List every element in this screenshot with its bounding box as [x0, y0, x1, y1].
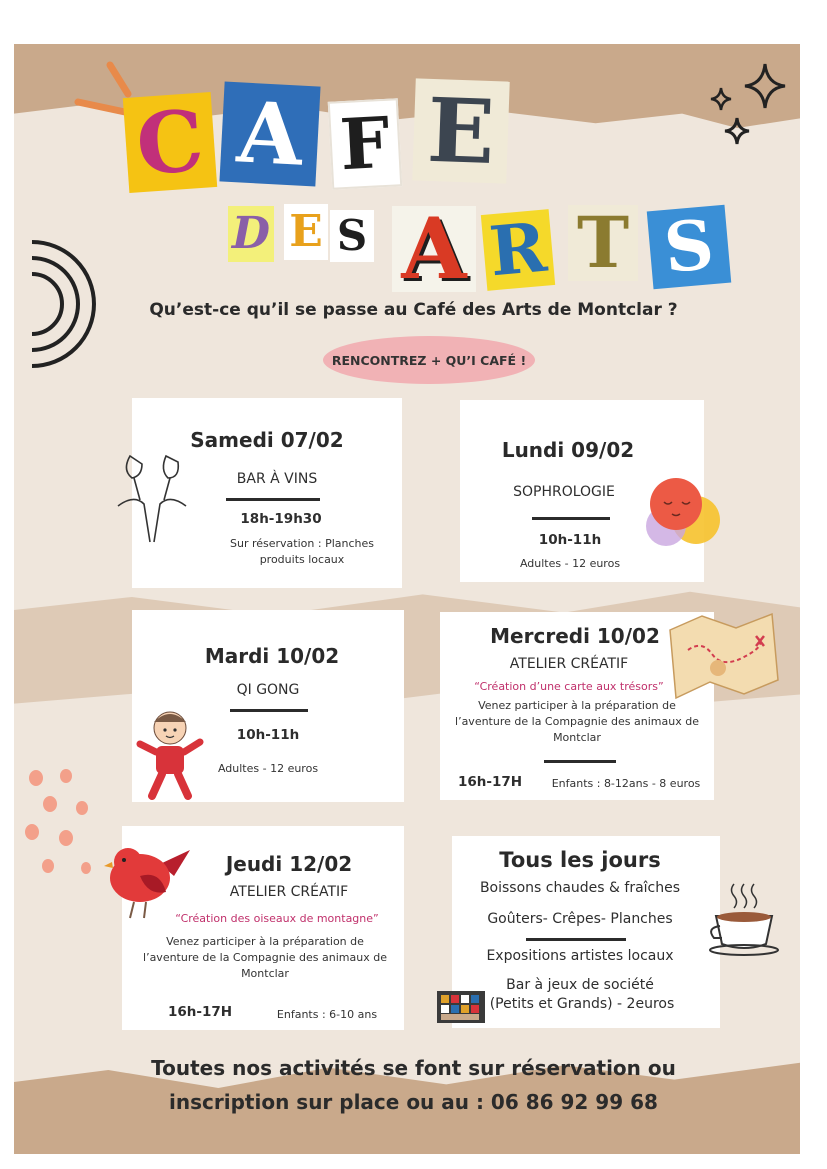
- event-description: [442, 698, 712, 746]
- event-activity: BAR À VINS: [236, 471, 318, 487]
- sophrology-bubbles-icon: [636, 474, 728, 550]
- event-day: Mardi 10/02: [204, 644, 340, 668]
- event-note: Adultes - 12 euros: [217, 762, 319, 775]
- event-info-line: Goûters- Crêpes- Planches: [487, 911, 673, 927]
- event-quote: “Création d’une carte aux trésors”: [474, 680, 664, 693]
- event-description-line: Montclar: [553, 730, 601, 744]
- page-subtitle: Qu’est-ce qu’il se passe au Café des Arts de Montclar ?: [149, 300, 678, 320]
- event-time: 16h-17H: [458, 774, 523, 790]
- event-description-line: Montclar: [241, 966, 289, 980]
- title-letter: D: [228, 206, 274, 262]
- event-activity: ATELIER CRÉATIF: [229, 884, 349, 900]
- divider: [544, 760, 616, 763]
- event-time: 18h-19h30: [240, 511, 322, 527]
- event-info-line: Expositions artistes locaux: [486, 948, 674, 964]
- event-note: [212, 536, 392, 568]
- event-description-line: l’aventure de la Compagnie des animaux de: [455, 714, 699, 728]
- event-info-line: (Petits et Grands) - 2euros: [489, 996, 675, 1012]
- event-time: 10h-11h: [236, 727, 300, 743]
- title-letter: A: [219, 82, 320, 187]
- child-qigong-icon: [134, 708, 204, 800]
- event-time: 10h-11h: [538, 532, 602, 548]
- divider: [532, 517, 610, 520]
- event-note: Enfants : 6-10 ans: [276, 1008, 378, 1021]
- title-letter: E: [412, 78, 510, 183]
- event-note-line: Sur réservation : Planches: [230, 537, 374, 550]
- sparkle-icon: [705, 60, 795, 160]
- title-letter: R: [481, 209, 555, 291]
- footer-contact: inscription sur place ou au : 06 86 92 99 68: [169, 1090, 658, 1114]
- title-letter: S: [330, 210, 374, 262]
- title-letter: E: [284, 204, 328, 260]
- footer-line: Toutes nos activités se font sur réservation ou: [151, 1056, 676, 1080]
- event-activity: ATELIER CRÉATIF: [509, 656, 629, 672]
- event-note-line: produits locaux: [259, 552, 345, 566]
- event-day: Mercredi 10/02: [490, 624, 660, 648]
- event-day: Samedi 07/02: [190, 428, 344, 452]
- event-day: Tous les jours: [499, 848, 661, 872]
- event-activity: QI GONG: [236, 682, 300, 698]
- event-quote: “Création des oiseaux de montagne”: [175, 912, 379, 925]
- board-game-icon: [436, 990, 486, 1024]
- title-letter: A: [392, 206, 476, 292]
- treasure-map-icon: [662, 610, 782, 702]
- divider: [226, 498, 320, 501]
- slogan-text: RENCONTREZ + QU’I CAFÉ !: [331, 352, 527, 368]
- title-letter: C: [123, 92, 217, 193]
- slogan-badge: [323, 336, 535, 384]
- event-description-line: Venez participer à la préparation de: [478, 699, 676, 712]
- bird-icon: [100, 836, 192, 922]
- event-card-tous-les-jours: [452, 836, 720, 1028]
- coffee-cup-icon: [704, 880, 784, 960]
- event-info-line: Boissons chaudes & fraîches: [479, 880, 681, 896]
- divider: [230, 709, 308, 712]
- event-activity: SOPHROLOGIE: [513, 484, 615, 500]
- event-time: 16h-17H: [168, 1004, 233, 1020]
- event-day: Lundi 09/02: [501, 438, 635, 462]
- wine-glasses-icon: [104, 448, 200, 544]
- event-description: [126, 934, 404, 982]
- title-letter: T: [568, 205, 638, 281]
- divider: [526, 938, 626, 941]
- event-info-line: Bar à jeux de société: [506, 977, 654, 993]
- event-description-line: l’aventure de la Compagnie des animaux de: [143, 950, 387, 964]
- title-letter: F: [328, 98, 403, 190]
- event-description-line: Venez participer à la préparation de: [166, 935, 364, 948]
- event-note: Enfants : 8-12ans - 8 euros: [551, 777, 701, 790]
- event-day: Jeudi 12/02: [225, 852, 353, 876]
- event-note: Adultes - 12 euros: [519, 557, 621, 570]
- title-letter: S: [647, 205, 732, 290]
- pink-dots-icon: [22, 768, 102, 888]
